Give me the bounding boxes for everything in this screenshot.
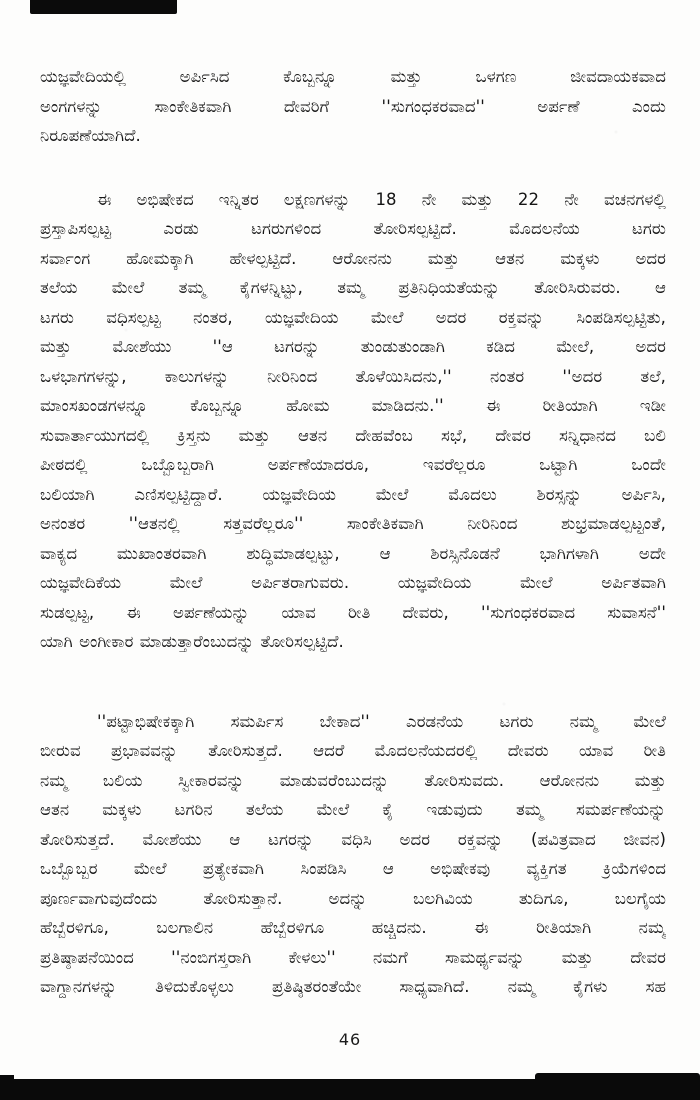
text-line: ವಾಗ್ದಾನಗಳನ್ನು ತಿಳಿದುಕೊಳ್ಳಲು ಪ್ರತಿಷ್ಠಿತರಂತೆಯೇ ಸಾಧ್ಯವಾಗಿದೆ. ನಮ್ಮ ಕೈಗಳು ಸಹ — [40, 977, 666, 996]
text-line: ಪೀಠದಲ್ಲಿ ಒಬ್ಬೊಬ್ಬರಾಗಿ ಅರ್ಪಣೆಯಾದರೂ, ಇವರೆಲ್ಲರೂ ಒಟ್ಟಾಗಿ ಒಂದೇ — [40, 455, 666, 474]
page-number: 46 — [338, 1030, 362, 1049]
page-body-text — [40, 62, 666, 1002]
text-line: ಸುಡಲ್ಪಟ್ಟ, ಈ ಅರ್ಪಣೆಯನ್ನು ಯಾವ ರೀತಿ ದೇವರು, ''ಸುಗಂಧಕರವಾದ ಸುವಾಸನೆ'' — [40, 602, 666, 622]
text-line: ಸುವಾರ್ತಾಯುಗದಲ್ಲಿ ಕ್ರಿಸ್ತನು ಮತ್ತು ಆತನ ದೇಹವೆಂಬ ಸಭೆ, ದೇವರ ಸನ್ನಿಧಾನದ ಬಲಿ — [40, 425, 666, 445]
text-line: ವಾಕ್ಯದ ಮುಖಾಂತರವಾಗಿ ಶುದ್ಧಿಮಾಡಲ್ಪಟ್ಟು, ಆ ಶಿರಸ್ಸಿನೊಡನೆ ಭಾಗಿಗಳಾಗಿ ಅದೇ — [40, 543, 666, 563]
paragraph — [40, 707, 666, 1002]
paragraph-gap — [40, 657, 666, 707]
text-line: ಹೆಬ್ಬೆರಳಿಗೂ, ಬಲಗಾಲಿನ ಹೆಬ್ಬೆರಳಿಗೂ ಹಚ್ಚಿದನು. ಈ ರೀತಿಯಾಗಿ ನಮ್ಮ — [40, 918, 666, 937]
scan-artifact-top-bar — [30, 0, 177, 14]
text-line: ಆತನ ಮಕ್ಕಳು ಟಗರಿನ ತಲೆಯ ಮೇಲೆ ಕೈ ಇಡುವುದು ತಮ್ಮ ಸಮರ್ಪಣೆಯನ್ನು — [40, 800, 666, 819]
text-line: ''ಪಟ್ಟಾಭಿಷೇಕಕ್ಕಾಗಿ ಸಮರ್ಪಿಸ ಬೇಕಾದ'' ಎರಡನೆಯ ಟಗರು ನಮ್ಮ ಮೇಲೆ — [97, 711, 666, 731]
scan-artifact-bottom-bar-left — [0, 1075, 14, 1100]
text-line: ಟಗರು ವಧಿಸಲ್ಪಟ್ಟ ನಂತರ, ಯಜ್ಞವೇದಿಯ ಮೇಲೆ ಅದರ ರಕ್ತವನ್ನು ಸಿಂಪಡಿಸಲ್ಪಟ್ಟಿತು, — [40, 307, 666, 327]
text-line: ಯಾಗಿ ಅಂಗೀಕಾರ ಮಾಡುತ್ತಾರೆಂಬುದನ್ನು ತೋರಿಸಲ್ಪಟ್ಟಿದೆ. — [40, 632, 344, 651]
paragraph — [40, 185, 666, 657]
text-line: ನಿರೂಪಣೆಯಾಗಿದೆ. — [40, 126, 141, 145]
text-line: ಪೂರ್ಣವಾಗುವುದೆಂದು ತೋರಿಸುತ್ತಾನೆ. ಅದನ್ನು ಬಲಗಿವಿಯ ತುದಿಗೂ, ಬಲಗೈಯ — [40, 888, 666, 908]
text-line: ಅಂಗಗಳನ್ನು ಸಾಂಕೇತಿಕವಾಗಿ ದೇವರಿಗೆ ''ಸುಗಂಧಕರವಾದ'' ಅರ್ಪಣೆ ಎಂದು — [40, 96, 666, 116]
text-line: ಯಜ್ಞವೇದಿಕೆಯ ಮೇಲೆ ಅರ್ಪಿತರಾಗುವರು. ಯಜ್ಞವೇದಿಯ ಮೇಲೆ ಅರ್ಪಿತವಾಗಿ — [40, 573, 666, 592]
text-line: ಯಜ್ಞವೇದಿಯಲ್ಲಿ ಅರ್ಪಿಸಿದ ಕೊಬ್ಬನ್ನೂ ಮತ್ತು ಒಳಗಣ ಜೀವದಾಯಕವಾದ — [40, 67, 666, 86]
text-line: ಒಬ್ಬೊಬ್ಬರ ಮೇಲೆ ಪ್ರತ್ಯೇಕವಾಗಿ ಸಿಂಪಡಿಸಿ ಆ ಅಭಿಷೇಕವು ವ್ಯಕ್ತಿಗತ ಕ್ರಿಯೆಗಳಿಂದ — [40, 859, 666, 878]
text-line: ಬಲಿಯಾಗಿ ಎಣಿಸಲ್ಪಟ್ಟಿದ್ದಾರೆ. ಯಜ್ಞವೇದಿಯ ಮೇಲೆ ಮೊದಲು ಶಿರಸ್ಸನ್ನು ಅರ್ಪಿಸಿ, — [40, 484, 666, 504]
text-line: ತಲೆಯ ಮೇಲೆ ತಮ್ಮ ಕೈಗಳನ್ನಿಟ್ಟು, ತಮ್ಮ ಪ್ರತಿನಿಧಿಯತೆಯನ್ನು ತೋರಿಸಿರುವರು. ಆ — [40, 278, 666, 297]
text-line: ಪ್ರಸ್ತಾಪಿಸಲ್ಪಟ್ಟ ಎರಡು ಟಗರುಗಳಿಂದ ತೋರಿಸಲ್ಪಟ್ಟಿದೆ. ಮೊದಲನೆಯ ಟಗರು — [40, 219, 666, 238]
text-line: ಬೀರುವ ಪ್ರಭಾವವನ್ನು ತೋರಿಸುತ್ತದೆ. ಆದರೆ ಮೊದಲನೆಯದರಲ್ಲಿ ದೇವರು ಯಾವ ರೀತಿ — [40, 741, 666, 760]
text-line: ಮಾಂಸಖಂಡಗಳನ್ನೂ ಕೊಬ್ಬನ್ನೂ ಹೋಮ ಮಾಡಿದನು.'' ಈ ರೀತಿಯಾಗಿ ಇಡೀ — [40, 396, 666, 415]
text-line: ಒಳಭಾಗಗಳನ್ನು, ಕಾಲುಗಳನ್ನು ನೀರಿನಿಂದ ತೊಳೆಯಿಸಿದನು,'' ನಂತರ ''ಅದರ ತಲೆ, — [40, 366, 666, 386]
paragraph-gap — [40, 151, 666, 185]
text-line: ಮತ್ತು ಮೋಶೆಯು ''ಆ ಟಗರನ್ನು ತುಂಡುತುಂಡಾಗಿ ಕಡಿದ ಮೇಲೆ, ಅದರ — [40, 337, 666, 356]
scan-artifact-bottom-bar-right — [535, 1073, 700, 1100]
text-line: ಪ್ರತಿಷ್ಠಾಪನೆಯಿಂದ ''ನಂಬಿಗಸ್ತರಾಗಿ ಕೇಳಲು'' ನಮಗೆ ಸಾಮರ್ಥ್ಯವನ್ನು ಮತ್ತು ದೇವರ — [40, 947, 666, 967]
text-line: ತೋರಿಸುತ್ತದೆ. ಮೋಶೆಯು ಆ ಟಗರನ್ನು ವಧಿಸಿ ಅದರ ರಕ್ತವನ್ನು (ಪವಿತ್ರವಾದ ಜೀವನ) — [40, 829, 666, 849]
paragraph — [40, 62, 666, 151]
text-line: ಈ ಅಭಿಷೇಕದ ಇನ್ನಿತರ ಲಕ್ಷಣಗಳನ್ನು 18 ನೇ ಮತ್ತು 22 ನೇ ವಚನಗಳಲ್ಲಿ — [97, 189, 666, 209]
text-line: ಸರ್ವಾಂಗ ಹೋಮಕ್ಕಾಗಿ ಹೇಳಲ್ಪಟ್ಟಿದೆ. ಆರೋನನು ಮತ್ತು ಆತನ ಮಕ್ಕಳು ಅದರ — [40, 248, 666, 268]
text-line: ನಮ್ಮ ಬಲಿಯ ಸ್ವೀಕಾರವನ್ನು ಮಾಡುವರೆಂಬುದನ್ನು ತೋರಿಸುವದು. ಆರೋನನು ಮತ್ತು — [40, 770, 666, 790]
text-line: ಅನಂತರ ''ಆತನಲ್ಲಿ ಸತ್ತವರೆಲ್ಲರೂ'' ಸಾಂಕೇತಿಕವಾಗಿ ನೀರಿನಿಂದ ಶುಭ್ರಮಾಡಲ್ಪಟ್ಟಂತೆ, — [40, 514, 666, 533]
